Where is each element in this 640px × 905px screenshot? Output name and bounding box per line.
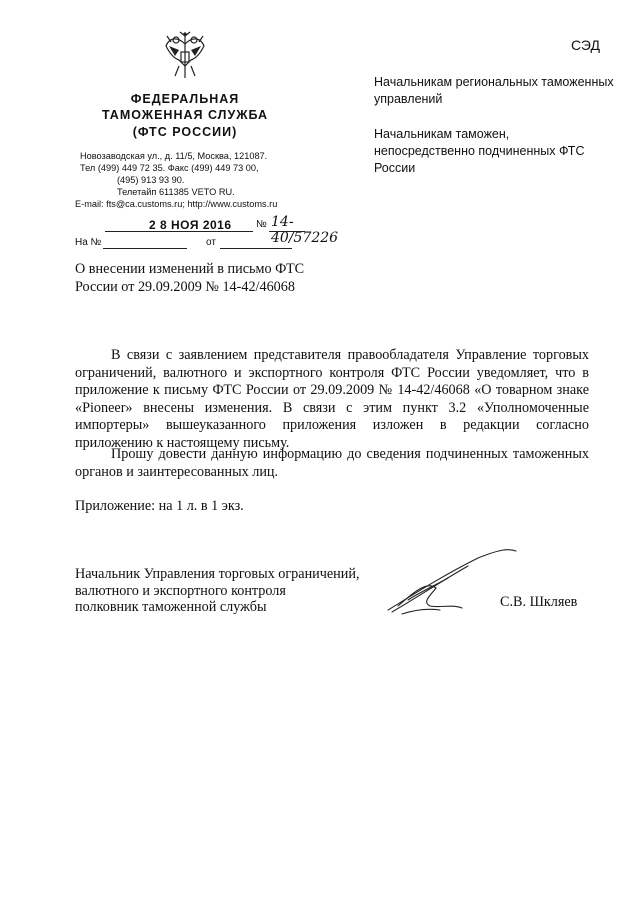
addressee-regional: Начальникам региональных таможенных управлений <box>374 75 614 106</box>
number-underline <box>269 231 305 232</box>
reference-line <box>75 237 305 253</box>
signatory-title-line-1: Начальник Управления торговых ограничений, <box>75 566 360 582</box>
letter-subject: О внесении изменений в письмо ФТС России от 29.09.2009 № 14-42/46068 <box>75 261 305 295</box>
contact-phone: Тел (499) 449 72 35. Факс (499) 449 73 00, <box>80 163 259 173</box>
registration-date-stamp: 2 8 НОЯ 2016 <box>149 218 232 232</box>
addressee-customs: Начальникам таможен, непосредственно подчиненных ФТС России <box>374 127 585 175</box>
reference-date-blank <box>220 248 292 249</box>
double-headed-eagle-emblem <box>163 30 207 82</box>
reference-date-label: от <box>206 237 216 248</box>
contact-address: Новозаводская ул., д. 11/5, Москва, 121087. <box>80 151 268 161</box>
sed-label: СЭД <box>570 37 600 53</box>
contact-email: E-mail: fts@ca.customs.ru; http://www.customs.ru <box>75 199 278 209</box>
contact-phone-2: (495) 913 93 90. <box>117 175 185 185</box>
org-name-line-1: ФЕДЕРАЛЬНАЯ <box>130 92 240 106</box>
number-sign: № <box>256 219 267 230</box>
contact-teletype: Телетайп 611385 VETO RU. <box>117 187 235 197</box>
registration-number-handwritten: 14-40/57226 <box>271 214 339 246</box>
body-paragraph-1: В связи с заявлением представителя правообладателя Управление торговых ограничений, валютного и экспортного контроля ФТС России уведомляет, что в приложение к письму ФТС России от 29.09.2009 № 14-42/46068 «О товарном знаке «Pioneer» внесены изменения. В связи с этим пункт 3.2 «Уполномоченные импортеры» вышеуказанного приложения изложен в редакции согласно приложению к настоящему письму. <box>75 347 589 451</box>
body-paragraph-2: Прошу довести данную информацию до сведения подчиненных таможенных органов и заинтересованных лиц. <box>75 446 589 480</box>
reference-number-blank <box>103 248 187 249</box>
org-name-line-2: ТАМОЖЕННАЯ СЛУЖБА <box>101 108 269 122</box>
signatory-title <box>75 566 395 616</box>
reference-number-label: На № <box>75 237 102 248</box>
signatory-name: С.В. Шкляев <box>500 594 578 610</box>
attachment-note: Приложение: на 1 л. в 1 экз. <box>75 498 244 514</box>
signatory-title-line-2: валютного и экспортного контроля <box>75 582 286 599</box>
signatory-title-line-3: полковник таможенной службы <box>75 599 267 615</box>
org-name-line-3: (ФТС РОССИИ) <box>132 125 238 139</box>
